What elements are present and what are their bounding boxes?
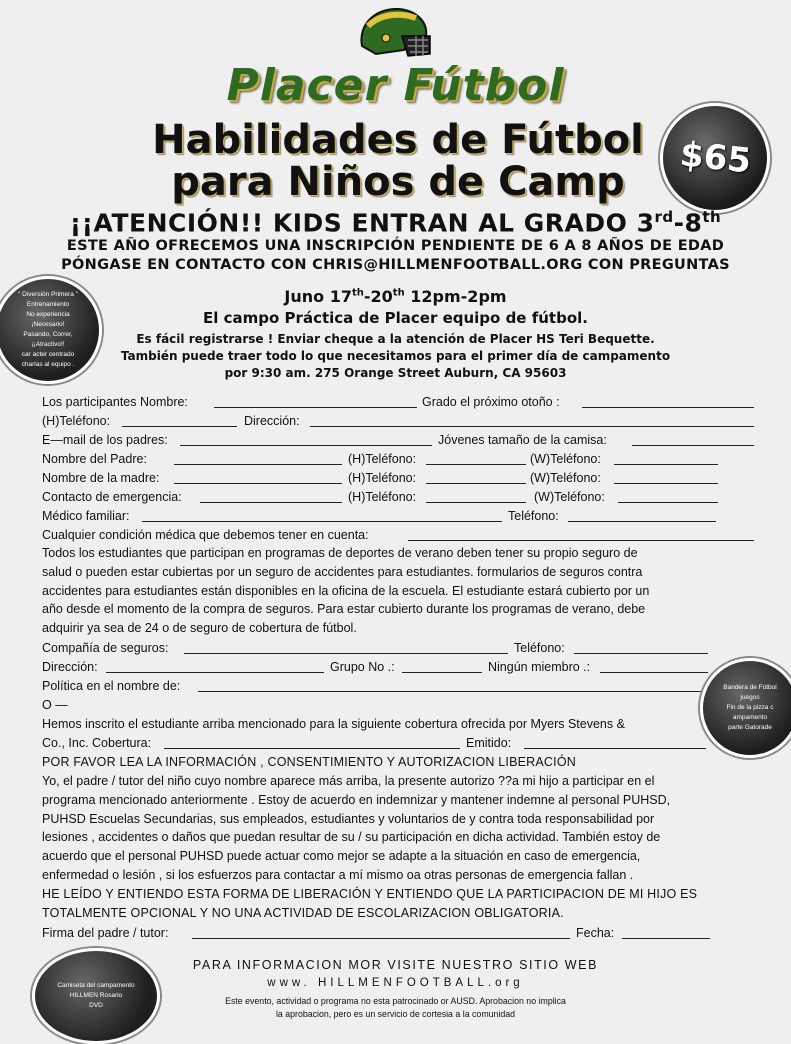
attention-heading: ¡¡ATENCIÓN!! KIDS ENTRAN AL GRADO 3rd-8th [69, 208, 722, 238]
footer-website[interactable]: www. HILLMENFOOTBALL.org [267, 977, 524, 989]
home-phone-field[interactable] [122, 426, 237, 427]
insurance-paragraph: Todos los estudiantes que participan en programas de deportes de verano deben tener su propio seguro de salud o pueden estar cubiertas por un seguro de accidentes para estudiantes. formularios de seguros contra accidentes para estudiantes están disponibles en la oficina de la escuela. El estudiante estará cubierto por un año desde el momento de la compra de seguros. Para estar cubierto durante los programas de verano, debe adquirir ya sea de 24 o de seguro de cobertura de fútbol. [42, 546, 650, 636]
address-label: Dirección: [244, 414, 300, 428]
insurance-address-field[interactable] [106, 672, 324, 673]
camp-dates: Juno 17th-20th 12pm-2pm [284, 287, 507, 306]
form-row-policy [42, 677, 754, 696]
group-no-field[interactable] [402, 672, 482, 673]
doctor-phone-field[interactable] [568, 521, 716, 522]
price-badge [660, 103, 770, 213]
mother-w-phone-field[interactable] [614, 483, 718, 484]
insurance-company-label: Compañía de seguros: [42, 641, 169, 655]
date-label: Fecha: [576, 926, 615, 940]
member-no-field[interactable] [600, 672, 708, 673]
form-row-insurance-company [42, 639, 754, 658]
issued-field[interactable] [524, 748, 706, 749]
form-row-or [42, 696, 754, 715]
or-separator: O — [42, 698, 68, 712]
parent-email-label: E—mail de los padres: [42, 433, 168, 447]
emergency-contact-label: Contacto de emergencia: [42, 490, 182, 504]
please-read-heading: POR FAVOR LEA LA INFORMACIÓN , CONSENTIMIENTO Y AUTORIZACION LIBERACIÓN [42, 755, 576, 769]
home-phone-label: (H)Teléfono: [42, 414, 111, 428]
form-row-medical [42, 526, 754, 545]
coverage-field[interactable] [164, 748, 460, 749]
insurance-address-label: Dirección: [42, 660, 98, 674]
form-row-mother [42, 469, 754, 488]
footer-disclaimer-line1: Este evento, actividad o programa no esta patrocinado or AUSD. Aprobacion no implica [225, 996, 566, 1006]
form-row-please-read [42, 753, 754, 772]
features-bubble: “ Diversión Primera ” Entrenamiento No experiencia ¡Necesario! Pasando, Correr, ¡¡Atractivo!! car acter centrado charlas al equipo . [0, 276, 102, 384]
father-name-label: Nombre del Padre: [42, 452, 147, 466]
signature-field[interactable] [192, 938, 570, 939]
contact-line: PÓNGASE EN CONTACTO CON CHRIS@HILLMENFOOTBALL.ORG CON PREGUNTAS [61, 257, 730, 273]
emergency-h-phone-field[interactable] [426, 502, 526, 503]
issued-label: Emitido: [466, 736, 512, 750]
next-grade-field[interactable] [582, 407, 754, 408]
father-h-phone-field[interactable] [426, 464, 526, 465]
father-h-phone-label: (H)Teléfono: [348, 452, 417, 466]
read-understand-statement: HE LEÍDO Y ENTIENDO ESTA FORMA DE LIBERACIÓN Y ENTIENDO QUE LA PARTICIPACION DE MI HIJO ES TOTALMENTE OPCIONAL Y NO UNA ACTIVIDAD DE ESCOLARIZACION OBLIGATORIA. [42, 887, 698, 920]
member-no-label: Ningún miembro .: [488, 660, 591, 674]
form-row-father [42, 450, 754, 469]
date-field[interactable] [622, 938, 710, 939]
insurance-phone-field[interactable] [574, 653, 708, 654]
next-grade-label: Grado el próximo otoño : [422, 395, 560, 409]
medical-condition-label: Cualquier condición médica que debemos tener en cuenta: [42, 528, 369, 542]
enrolled-text: Hemos inscrito el estudiante arriba mencionado para la siguiente cobertura ofrecida por Myers Stevens & [42, 717, 625, 731]
emergency-h-phone-label: (H)Teléfono: [348, 490, 417, 504]
bring-info: También puede traer todo lo que necesitamos para el primer día de campamento [120, 349, 671, 363]
mother-h-phone-field[interactable] [426, 483, 526, 484]
form-row-emergency [42, 488, 754, 507]
mother-name-field[interactable] [174, 483, 342, 484]
mother-name-label: Nombre de la madre: [42, 471, 160, 485]
address-field[interactable] [310, 426, 754, 427]
release-paragraph: Yo, el padre / tutor del niño cuyo nombre aparece más arriba, la presente autorizo ??a mi hijo a participar en el programa mencionado anteriormente . Estoy de acuerdo en indemnizar y mantener indemne al personal PUHSD, PUHSD Escuelas Secundarias, sus empleados, estudiantes y voluntarios de y contra toda responsabilidad por lesiones , accidentes o daños que puedan resultar de su / su participación en dicha actividad. También estoy de acuerdo que el personal PUHSD puede actuar como mejor se adapte a la situación en caso de emergencia, enfermedad o lesión , si los esfuerzos para contactar a mí mismo oa otras personas de emergencia fallan . [42, 774, 671, 882]
form-row-coverage [42, 734, 754, 753]
form-row-participant [42, 393, 754, 412]
participant-name-label: Los participantes Nombre: [42, 395, 188, 409]
camp-location: El campo Práctica de Placer equipo de fútbol. [203, 309, 588, 327]
helmet-logo [356, 6, 432, 60]
form-row-enrolled [42, 715, 754, 734]
form-row-insurance-details [42, 658, 754, 677]
policy-name-field[interactable] [198, 691, 708, 692]
policy-name-label: Política en el nombre de: [42, 679, 181, 693]
shirt-size-field[interactable] [632, 445, 754, 446]
camp-title-line2: para Niños de Camp [171, 159, 625, 205]
camp-title-line1: Habilidades de Fútbol [152, 117, 644, 163]
emergency-contact-field[interactable] [200, 502, 342, 503]
shirt-size-label: Jóvenes tamaño de la camisa: [438, 433, 607, 447]
brand-title: Placer Fútbol [226, 60, 565, 111]
time-address-info: por 9:30 am. 275 Orange Street Auburn, CA 95603 [224, 366, 567, 380]
parent-email-field[interactable] [180, 445, 432, 446]
coverage-label: Co., Inc. Cobertura: [42, 736, 152, 750]
registration-info: Es fácil registrarse ! Enviar cheque a la atención de Placer HS Teri Bequette. [136, 332, 655, 346]
price-value: $65 [677, 134, 753, 182]
group-no-label: Grupo No .: [330, 660, 395, 674]
includes-bubble: Camiseta del campamento HILLMEN Rosario DVD [32, 948, 160, 1044]
footer-title: PARA INFORMACION MOR VISITE NUESTRO SITIO WEB [192, 958, 599, 972]
emergency-w-phone-field[interactable] [618, 502, 718, 503]
father-w-phone-label: (W)Teléfono: [530, 452, 601, 466]
family-doctor-label: Médico familiar: [42, 509, 130, 523]
form-row-phone-address [42, 412, 754, 431]
insurance-company-field[interactable] [184, 653, 508, 654]
offer-line: ESTE AÑO OFRECEMOS UNA INSCRIPCIÓN PENDIENTE DE 6 A 8 AÑOS DE EDAD [66, 238, 725, 254]
mother-h-phone-label: (H)Teléfono: [348, 471, 417, 485]
form-row-doctor [42, 507, 754, 526]
form-row-signature [42, 924, 754, 943]
insurance-phone-label: Teléfono: [514, 641, 565, 655]
father-name-field[interactable] [174, 464, 342, 465]
mother-w-phone-label: (W)Teléfono: [530, 471, 601, 485]
footer-disclaimer-line2: la aprobacion, pero es un servicio de cortesia a la comunidad [275, 1009, 516, 1019]
form-row-email [42, 431, 754, 450]
emergency-w-phone-label: (W)Teléfono: [534, 490, 605, 504]
family-doctor-field[interactable] [142, 521, 502, 522]
activities-bubble: Bandera de Fútbol juegos Fin de la pizza c ampamento parte Gatorade [700, 658, 791, 758]
signature-label: Firma del padre / tutor: [42, 926, 169, 940]
medical-condition-field[interactable] [408, 540, 754, 541]
doctor-phone-label: Teléfono: [508, 509, 559, 523]
father-w-phone-field[interactable] [614, 464, 718, 465]
participant-name-field[interactable] [214, 407, 417, 408]
